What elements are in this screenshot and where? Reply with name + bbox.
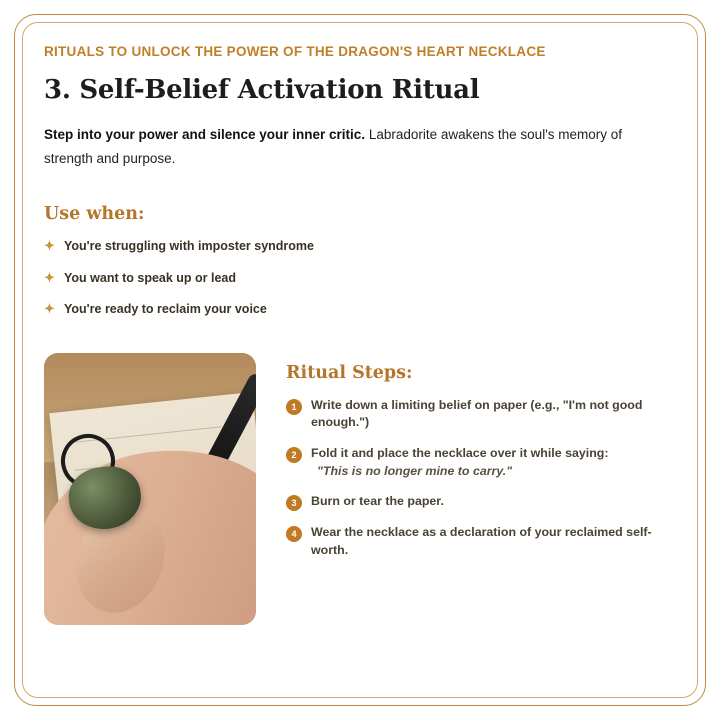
list-item bbox=[44, 238, 676, 256]
step-number-badge: 4 bbox=[286, 526, 302, 542]
use-when-heading: Use when: bbox=[44, 204, 145, 225]
document-content bbox=[44, 44, 676, 680]
sparkle-icon: ✦ bbox=[44, 269, 55, 285]
document-eyebrow: RITUALS TO UNLOCK THE POWER OF THE DRAGON'S HEART NECKLACE bbox=[44, 44, 546, 59]
list-item bbox=[44, 301, 676, 319]
step-number-badge: 2 bbox=[286, 447, 302, 463]
lower-section bbox=[44, 353, 676, 625]
step-text: Wear the necklace as a declaration of your reclaimed self-worth. bbox=[311, 525, 652, 557]
lead-rest-text: Labradorite awakens the soul's memory of strength and purpose. bbox=[44, 127, 623, 166]
step-number-badge: 3 bbox=[286, 495, 302, 511]
step-number-badge: 1 bbox=[286, 399, 302, 415]
step-text: Write down a limiting belief on paper (e.g., "I'm not good enough.") bbox=[311, 397, 643, 430]
list-item bbox=[44, 270, 676, 288]
use-when-item-label: You're ready to reclaim your voice bbox=[64, 302, 267, 317]
ritual-steps-column bbox=[286, 353, 676, 573]
ritual-photo bbox=[44, 353, 256, 625]
use-when-item-label: You're struggling with imposter syndrome bbox=[64, 239, 314, 254]
page-title: 3. Self-Belief Activation Ritual bbox=[44, 75, 480, 105]
use-when-item-label: You want to speak up or lead bbox=[64, 270, 237, 285]
use-when-list bbox=[44, 238, 676, 319]
lead-paragraph bbox=[44, 123, 624, 170]
list-item bbox=[286, 445, 676, 480]
list-item bbox=[286, 397, 676, 432]
sparkle-icon: ✦ bbox=[44, 301, 55, 317]
step-quote: "This is no longer mine to carry." bbox=[317, 463, 513, 478]
step-text bbox=[311, 445, 608, 480]
step-text: Burn or tear the paper. bbox=[311, 494, 444, 509]
list-item bbox=[286, 524, 676, 559]
list-item bbox=[286, 493, 676, 511]
ritual-steps-list bbox=[286, 397, 676, 560]
step-text-main: Fold it and place the necklace over it while saying: bbox=[311, 445, 609, 460]
lead-bold-text: Step into your power and silence your inner critic. bbox=[44, 127, 366, 142]
sparkle-icon: ✦ bbox=[44, 238, 55, 254]
ritual-steps-heading: Ritual Steps: bbox=[286, 362, 413, 383]
